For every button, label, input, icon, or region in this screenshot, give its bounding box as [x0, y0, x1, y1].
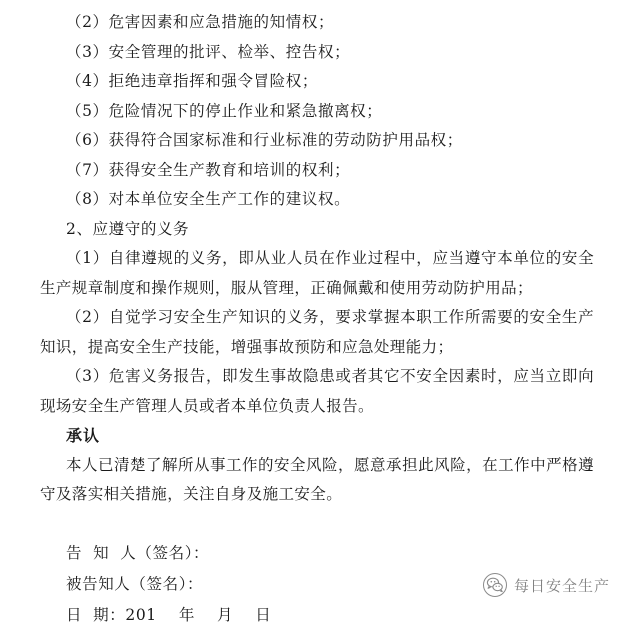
- list-item: （3）安全管理的批评、检举、控告权；: [66, 42, 351, 61]
- paragraph-text: 本人已清楚了解所从事工作的安全风险，愿意承担此风险，在工作中严格遵守及落实相关措施，关注自身及施工安全。: [40, 455, 594, 503]
- paragraph-text: （1）自律遵规的义务，即从业人员在作业过程中，应当遵守本单位的安全生产规章制度和操作规则，服从管理，正确佩戴和使用劳动防护用品；: [40, 249, 594, 297]
- list-item: （6）获得符合国家标准和行业标准的劳动防护用品权；: [66, 131, 463, 149]
- paragraph: [40, 303, 594, 362]
- signature-line-date: 日 期：201 年 月 日: [66, 605, 272, 624]
- list-item: （5）危险情况下的停止作业和紧急撤离权；: [66, 101, 383, 120]
- paragraph-text: （3）危害义务报告，即发生事故隐患或者其它不安全因素时，应当立即向现场安全生产管理人员或者本单位负责人报告。: [40, 367, 594, 415]
- confirmation-heading: 承认: [66, 426, 101, 445]
- confirmation-paragraph: [40, 451, 594, 510]
- rights-list: [40, 8, 594, 215]
- paragraph: [40, 244, 594, 303]
- signature-line-informed: 被告知人（签名）：: [66, 574, 204, 593]
- paragraph-text: （2）自觉学习安全生产知识的义务，要求掌握本职工作所需要的安全生产知识，提高安全生产技能，增强事故预防和应急处理能力；: [40, 308, 594, 356]
- watermark: [483, 573, 610, 597]
- watermark-label: 每日安全生产: [513, 576, 610, 595]
- signature-line-informer: 告 知 人（签名）：: [66, 543, 210, 562]
- list-item: （8）对本单位安全生产工作的建议权。: [66, 190, 351, 208]
- list-item: （7）获得安全生产教育和培训的权利；: [66, 160, 351, 179]
- wechat-icon: [483, 573, 507, 597]
- list-item: （2）危害因素和应急措施的知情权；: [66, 13, 335, 31]
- list-item: （4）拒绝违章指挥和强令冒险权；: [66, 72, 318, 90]
- paragraph: [40, 362, 594, 421]
- duties-list: [40, 244, 594, 421]
- section-heading-duties: 2、应遵守的义务: [66, 219, 190, 238]
